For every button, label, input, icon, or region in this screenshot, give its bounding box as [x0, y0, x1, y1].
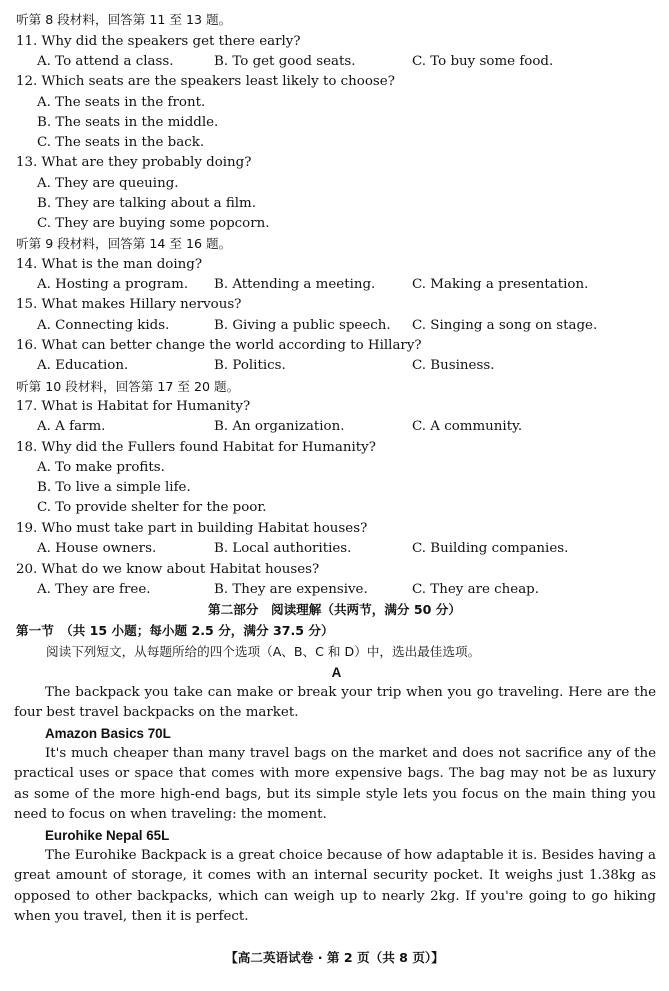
question-stem: 20. What do we know about Habitat houses?: [16, 562, 320, 577]
option-a: A. Connecting kids.: [37, 318, 170, 333]
option-b: B. Attending a meeting.: [214, 277, 376, 292]
question-stem: 18. Why did the Fullers found Habitat for Humanity?: [16, 440, 376, 455]
product-description: It's much cheaper than many travel bags on the market and does not sacrifice any of the practical uses or space that comes with more expensive bags. The bag may not be as luxury as some of the more high-end bags, but its simple style lets you focus on the main thing you need to focus on when traveling: the moment.: [14, 746, 656, 822]
question-stem: 16. What can better change the world according to Hillary?: [16, 338, 422, 353]
question-stem: 12. Which seats are the speakers least likely to choose?: [16, 74, 395, 89]
passage-intro: The backpack you take can make or break your trip when you go traveling. Here are the four best travel backpacks on the market.: [14, 685, 656, 721]
section-heading: 听第 10 段材料，回答第 17 至 20 题。: [16, 379, 240, 394]
option-a: A. To attend a class.: [37, 54, 174, 69]
option-b: B. To get good seats.: [214, 54, 356, 69]
option-c: C. To provide shelter for the poor.: [37, 500, 267, 515]
option-a: A. Education.: [37, 358, 129, 373]
option-c: C. Business.: [412, 358, 495, 373]
passage-letter: A: [331, 665, 342, 680]
option-b: B. An organization.: [214, 419, 345, 434]
option-c: C. A community.: [412, 419, 523, 434]
section-heading: 听第 8 段材料，回答第 11 至 13 题。: [16, 12, 232, 27]
option-a: A. To make profits.: [37, 460, 165, 475]
product-description: The Eurohike Backpack is a great choice because of how adaptable it is. Besides having a great amount of storage, it comes with an internal security pocket. It weighs just 1.38kg as opposed to other backpacks, which can weigh up to nearly 2kg. If you're going to go hiking when you travel, then it is perfect.: [14, 848, 656, 924]
option-c: C. They are cheap.: [412, 582, 540, 597]
option-b: B. Giving a public speech.: [214, 318, 391, 333]
option-a: A. They are queuing.: [37, 176, 179, 191]
option-b: B. Politics.: [214, 358, 286, 373]
question-stem: 19. Who must take part in building Habitat houses?: [16, 521, 368, 536]
instruction-text: 阅读下列短文，从每题所给的四个选项（A、B、C 和 D）中，选出最佳选项。: [46, 644, 481, 659]
option-c: C. Building companies.: [412, 541, 569, 556]
option-b: B. To live a simple life.: [37, 480, 191, 495]
option-c: C. To buy some food.: [412, 54, 554, 69]
question-stem: 15. What makes Hillary nervous?: [16, 297, 242, 312]
section-title: 第一节 （共 15 小题；每小题 2.5 分，满分 37.5 分）: [16, 623, 334, 638]
option-c: C. The seats in the back.: [37, 135, 205, 150]
option-c: C. Singing a song on stage.: [412, 318, 598, 333]
product-name: Eurohike Nepal 65L: [45, 828, 170, 843]
option-b: B. They are talking about a film.: [37, 196, 257, 211]
part-title: 第二部分 阅读理解（共两节，满分 50 分）: [208, 602, 461, 617]
option-a: A. The seats in the front.: [37, 95, 206, 110]
option-b: B. The seats in the middle.: [37, 115, 219, 130]
option-a: A. A farm.: [37, 419, 106, 434]
page-footer: 【高二英语试卷 · 第 2 页（共 8 页）】: [225, 950, 444, 965]
option-c: C. They are buying some popcorn.: [37, 216, 270, 231]
option-a: A. House owners.: [37, 541, 157, 556]
option-b: B. Local authorities.: [214, 541, 352, 556]
question-stem: 14. What is the man doing?: [16, 257, 203, 272]
section-heading: 听第 9 段材料，回答第 14 至 16 题。: [16, 236, 232, 251]
option-a: A. They are free.: [37, 582, 151, 597]
question-stem: 13. What are they probably doing?: [16, 155, 252, 170]
option-b: B. They are expensive.: [214, 582, 368, 597]
option-c: C. Making a presentation.: [412, 277, 589, 292]
product-name: Amazon Basics 70L: [45, 726, 171, 741]
question-stem: 17. What is Habitat for Humanity?: [16, 399, 251, 414]
option-a: A. Hosting a program.: [37, 277, 189, 292]
question-stem: 11. Why did the speakers get there early?: [16, 34, 301, 49]
